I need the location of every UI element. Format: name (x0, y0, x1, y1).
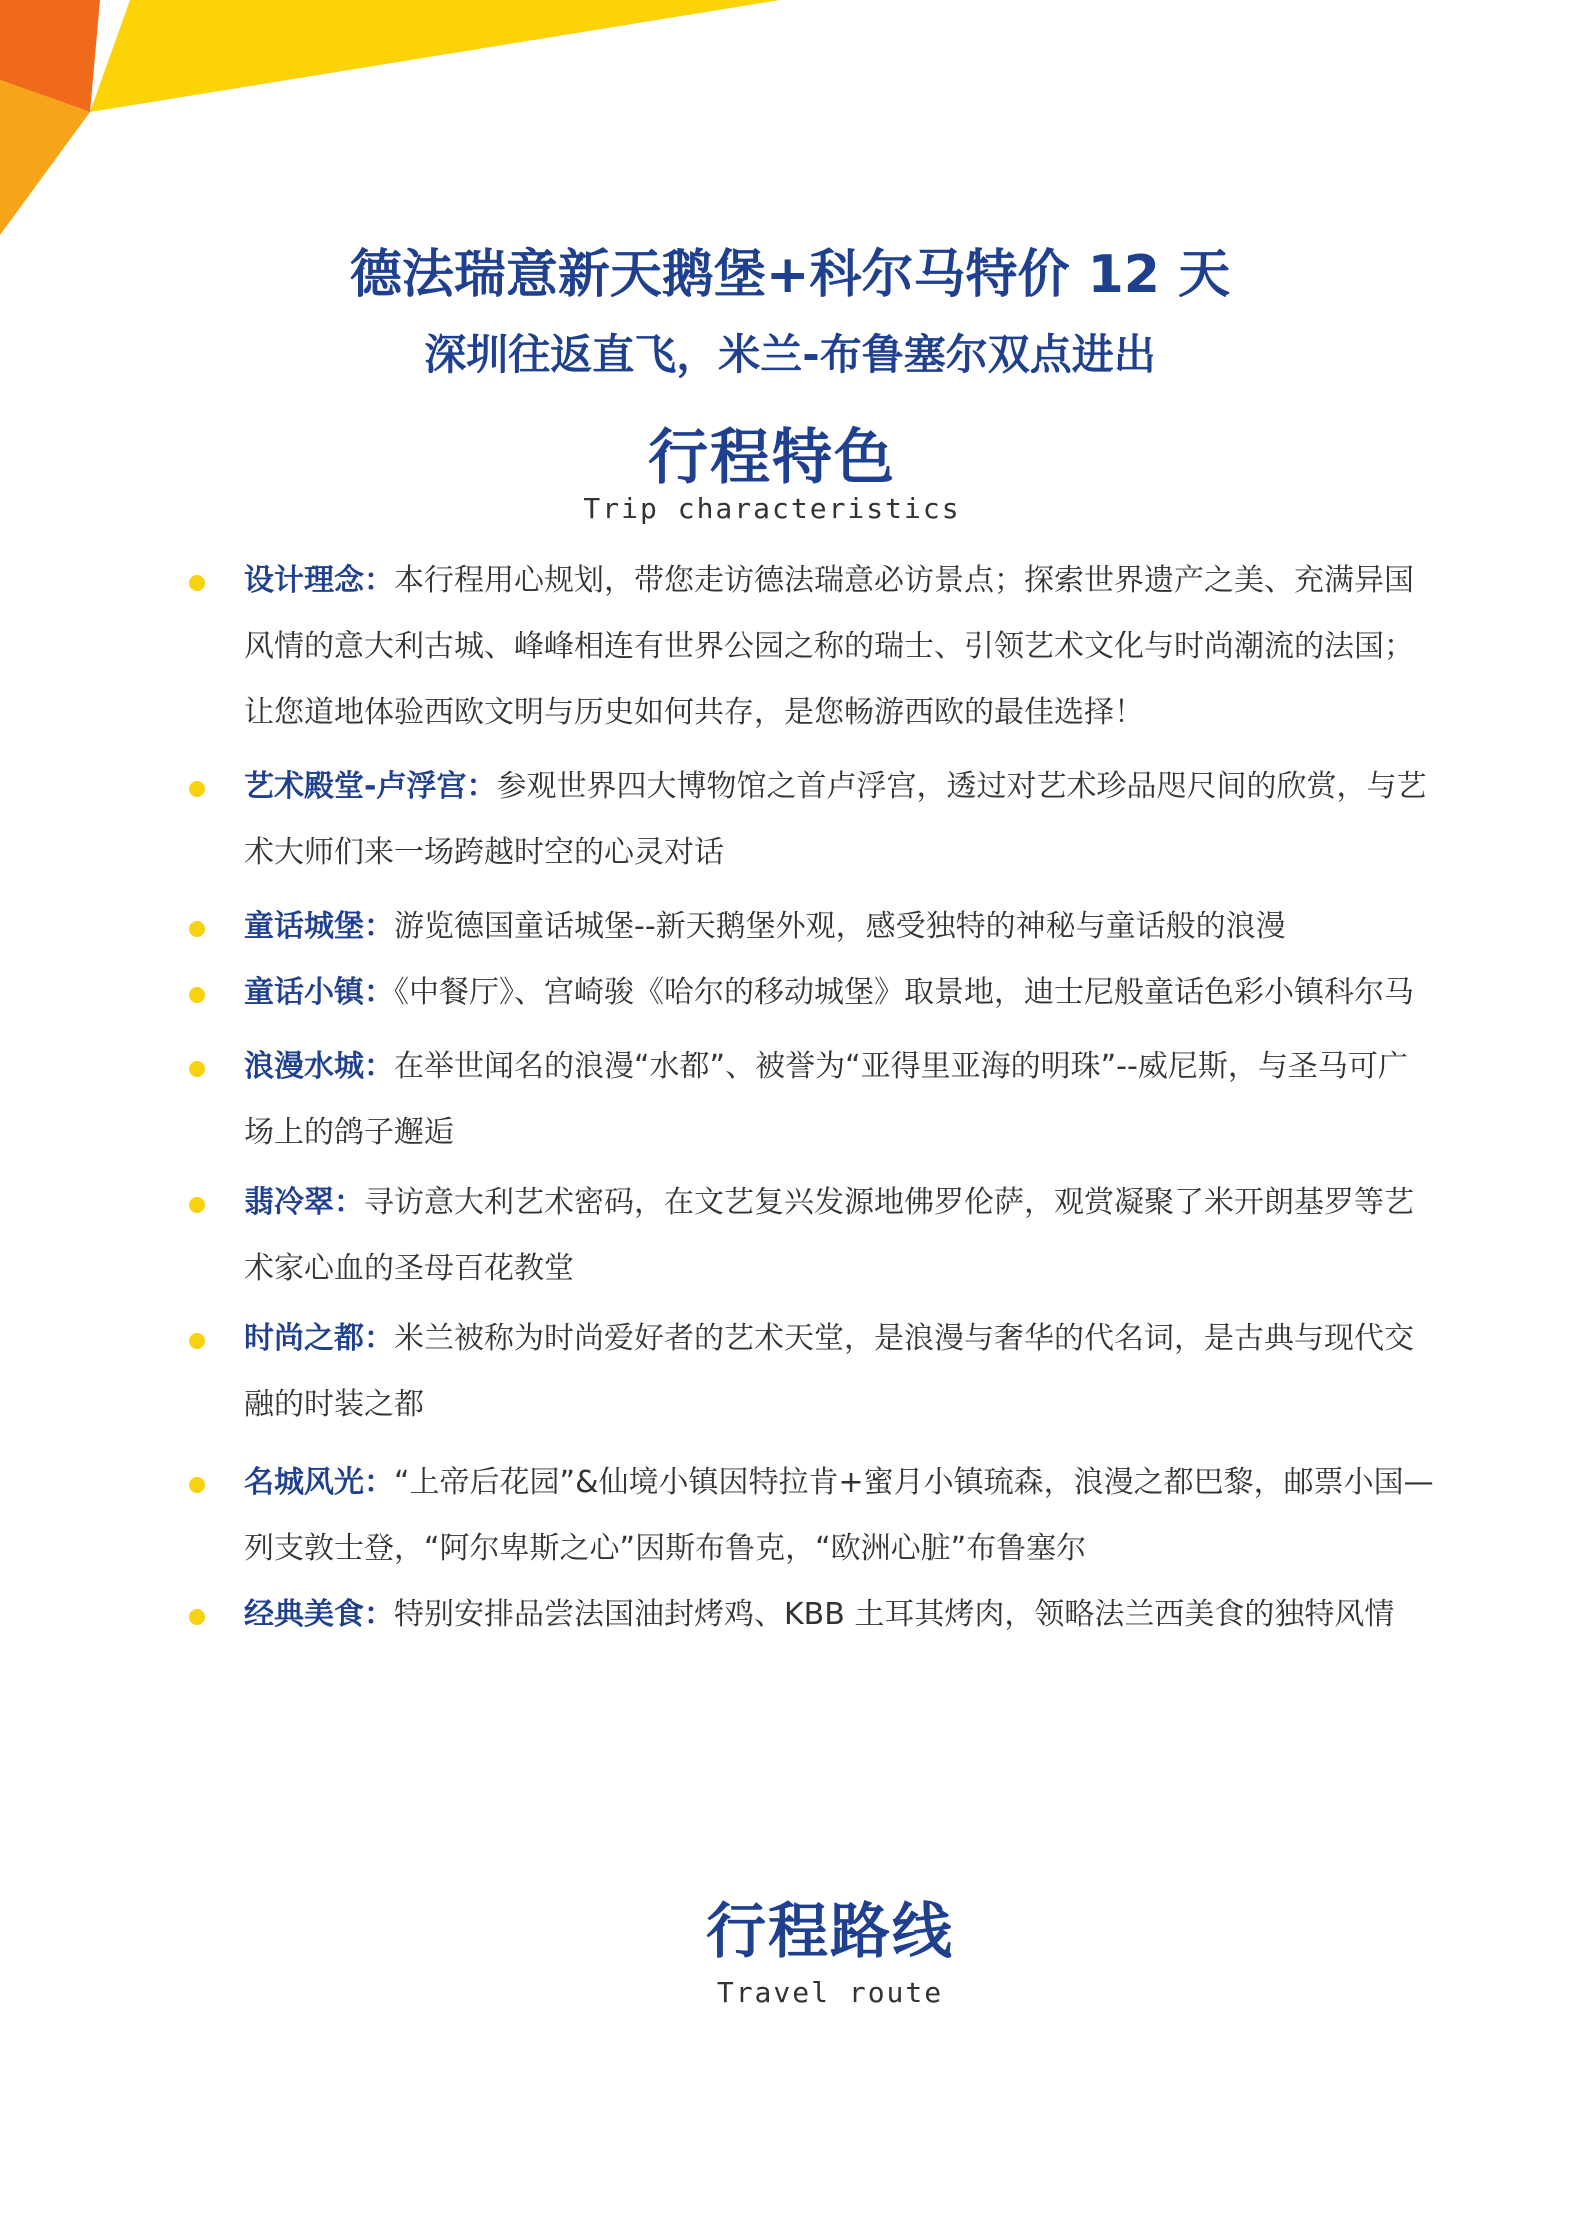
feature-label: 经典美食： (244, 1597, 394, 1632)
feature-text: “上帝后花园”&仙境小镇因特拉肯+蜜月小镇琉森，浪漫之都巴黎，邮票小国—列支敦士登，“阿尔卑斯之心”因斯布鲁克，“欧洲心脏”布鲁塞尔 (244, 1465, 1434, 1566)
page-subtitle: 深圳往返直飞，米兰-布鲁塞尔双点进出 (424, 330, 1156, 379)
feature-text: 米兰被称为时尚爱好者的艺术天堂，是浪漫与奢华的代名词，是古典与现代交融的时装之都 (244, 1321, 1414, 1422)
feature-item (0, 1306, 1434, 1438)
feature-label: 浪漫水城： (244, 1049, 394, 1084)
feature-item (0, 1170, 1434, 1302)
feature-list (0, 548, 1580, 1648)
corner-decoration (0, 0, 800, 240)
feature-label: 设计理念： (244, 563, 394, 598)
feature-item (0, 1450, 1434, 1582)
feature-text: 特别安排品尝法国油封烤鸡、KBB 土耳其烤肉，领略法兰西美食的独特风情 (394, 1597, 1395, 1632)
bullet-dot-icon (189, 1197, 205, 1213)
features-heading-en: Trip characteristics (583, 492, 961, 525)
features-heading: 行程特色 (648, 423, 896, 493)
feature-text: 在举世闻名的浪漫“水都”、被誉为“亚得里亚海的明珠”--威尼斯，与圣马可广场上的鸽子邂逅 (244, 1049, 1408, 1150)
feature-label: 名城风光： (244, 1465, 394, 1500)
feature-label: 时尚之都： (244, 1321, 394, 1356)
feature-text: 《中餐厅》、宫崎骏《哈尔的移动城堡》取景地，迪士尼般童话色彩小镇科尔马 (394, 975, 1414, 1010)
bullet-dot-icon (189, 987, 205, 1003)
feature-label: 艺术殿堂-卢浮宫： (244, 769, 497, 804)
feature-label: 翡冷翠： (244, 1185, 364, 1220)
bullet-dot-icon (189, 781, 205, 797)
feature-item (0, 1034, 1434, 1166)
feature-text: 游览德国童话城堡--新天鹅堡外观，感受独特的神秘与童话般的浪漫 (394, 909, 1286, 944)
feature-item (0, 754, 1434, 886)
route-heading: 行程路线 (706, 1897, 954, 1967)
feature-item (0, 894, 1434, 960)
bullet-dot-icon (189, 575, 205, 591)
feature-text: 参观世界四大博物馆之首卢浮宫，透过对艺术珍品咫尺间的欣赏，与艺术大师们来一场跨越时空的心灵对话 (244, 769, 1427, 870)
route-heading-en: Travel route (716, 1976, 944, 2009)
bullet-dot-icon (189, 1061, 205, 1077)
bullet-dot-icon (189, 921, 205, 937)
feature-text: 本行程用心规划，带您走访德法瑞意必访景点；探索世界遗产之美、充满异国风情的意大利古城、峰峰相连有世界公园之称的瑞士、引领艺术文化与时尚潮流的法国；让您道地体验西欧文明与历史如何共存，是您畅游西欧的最佳选择！ (244, 563, 1414, 730)
bullet-dot-icon (189, 1609, 205, 1625)
feature-item (0, 548, 1434, 746)
feature-item (0, 960, 1434, 1026)
feature-item (0, 1582, 1434, 1648)
feature-label: 童话城堡： (244, 909, 394, 944)
bullet-dot-icon (189, 1477, 205, 1493)
page-title: 德法瑞意新天鹅堡+科尔马特价 12 天 (349, 245, 1231, 305)
bullet-dot-icon (189, 1333, 205, 1349)
feature-label: 童话小镇： (244, 975, 394, 1010)
feature-text: 寻访意大利艺术密码，在文艺复兴发源地佛罗伦萨，观赏凝聚了米开朗基罗等艺术家心血的圣母百花教堂 (244, 1185, 1414, 1286)
